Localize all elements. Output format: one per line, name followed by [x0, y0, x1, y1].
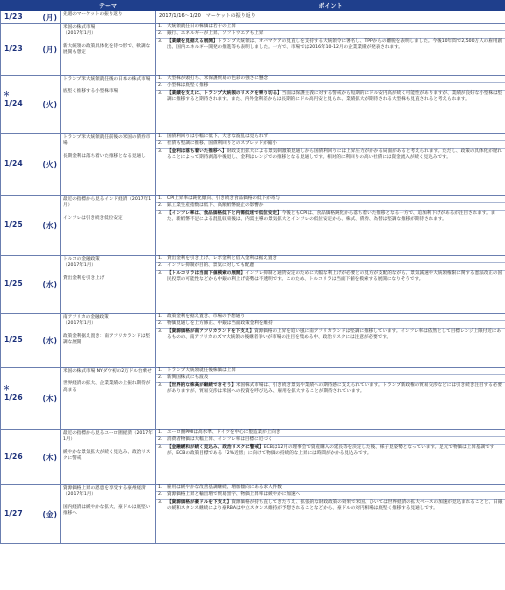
theme-line: 資源価格上昇の恩恵を享受する豪州経済（2017年1月）: [63, 486, 146, 498]
point-text: 財政支出拡大による景気刺激策見通しから国債利回りには上昇圧力がかかる局面があると考えられます。ただし、政策の具体化が遅れることによって期待剥落や後退し、金利はレンジでの推移となる見通しです。相対的に利回りの高い社債には資金流入が続く見込みです。: [167, 148, 502, 161]
row-day: (水): [42, 221, 57, 230]
table-row: [1, 256, 505, 314]
point-item: [156, 91, 505, 104]
point-number: 3.: [158, 499, 163, 505]
header-date: [1, 1, 61, 11]
row-points-cell: [156, 314, 505, 368]
point-item: [156, 39, 505, 52]
row-date: 1/26: [4, 393, 23, 402]
theme-line: トルコの金融政策: [63, 257, 100, 262]
table-row: [1, 24, 505, 76]
row-date-cell: [1, 76, 61, 134]
row-date-cell: [1, 134, 61, 196]
row-points-cell: [156, 134, 505, 196]
point-text: 当面は保護主義に対する警戒から短期的にドル安円高が続く可能性がありますが、業績が良好な小型株は堅調に推移すると期待されます。また、内外金利差からは長期的にドル高円安と見られ、業績拡大が期待される大型株も見直されると考えられます。: [167, 90, 503, 103]
row-date-cell: [1, 24, 61, 76]
row-date: 1/24: [4, 159, 23, 168]
theme-line: 貸出金利を引き上げ: [63, 275, 105, 281]
theme-line: 国内経済は緩やかな拡大、豪ドルは底堅い推移へ: [63, 504, 151, 517]
row-day: (水): [42, 336, 57, 345]
point-number: 1.: [158, 134, 163, 139]
row-theme-cell: [61, 196, 156, 256]
point-text: 米国株式市場は、引き続き景気や業績への期待感に支えられています。トランプ新政権の貿易交渉などには引き続き注目する必要がありますが、貿易交渉は米国への投資を呼び込み、雇用を拡大することが期待されています。: [167, 382, 502, 395]
point-item: [156, 149, 505, 162]
point-number: 2.: [158, 437, 163, 443]
point-text: 鉱工業生産指数は低下、高額紙幣廃止の影響か: [167, 203, 264, 209]
point-number: 1.: [158, 196, 163, 201]
point-text: 大型株が頭打ち、米保護貿易の色彩の強さに懸念: [167, 76, 269, 81]
row-points-cell: [156, 368, 505, 430]
table-row: [1, 314, 505, 368]
point-number: 2.: [158, 141, 163, 147]
point-item: [156, 203, 505, 210]
point-number: 2.: [158, 492, 163, 498]
row-points-cell: [156, 485, 505, 544]
row-date-cell: [1, 314, 61, 368]
point-text: 銀行、エネルギーが上昇、ソフトウエアも上昇: [167, 31, 264, 37]
theme-line: 政策金利据え置き：南アフリカランドは堅調な展開: [63, 333, 151, 346]
point-number: 3.: [158, 210, 163, 216]
theme-line: 長期金利は落ち着いた推移となる見通し: [63, 153, 146, 159]
point-number: 2.: [158, 83, 163, 89]
header-point: ポイント: [156, 1, 505, 11]
point-number: 2.: [158, 31, 163, 37]
point-number: 1.: [158, 430, 163, 435]
row-theme-cell: [61, 76, 156, 134]
table-row: [1, 11, 505, 24]
table-row: [1, 430, 505, 485]
theme-line: 新大統領の政策具体化を待つ形で、軟調な展開も想定: [63, 43, 151, 56]
theme-line: （2017年1月）: [63, 31, 96, 37]
table-header: [1, 1, 505, 11]
row-points-cell: [156, 76, 505, 134]
theme-line: 先週のマーケットの振り返り: [63, 12, 123, 17]
point-number: 3.: [158, 148, 163, 154]
row-points-cell: [156, 256, 505, 314]
theme-line: 緩やかな景気拡大が続く見込み、政治リスクに警戒: [63, 449, 151, 462]
point-text: 資源価格が持ち直してきたうえ、拡張的な財政政策の効果で米国、ひいては世界経済の拡大ペースの加速が見込まれることと、日銀の緩和スタンス継続により豪RBAは中立スタンス維持が予想されることなどから、豪ドルの対円相場は底堅く推移する見通しです。: [167, 499, 503, 512]
point-item: [156, 383, 505, 396]
point-item: [156, 375, 505, 382]
theme-line: 南アフリカの金融政策: [63, 315, 109, 320]
table-row: [1, 196, 505, 256]
point-text: インフレ抑制が目的、景気に対しても配慮: [167, 263, 255, 269]
point-item: [156, 500, 505, 513]
point-text: CPI上昇率は鈍化傾向、引き続き食品価格の低下が寄与: [167, 196, 280, 201]
row-theme-cell: [61, 256, 156, 314]
point-item: [156, 263, 505, 270]
point-heading: 【資源価格が南アフリカランドを下支え】: [167, 328, 255, 334]
point-item: [156, 31, 505, 38]
point-text: 政策金利を据え置き、市場の予想通り: [167, 314, 245, 319]
point-heading: 【資源価格が豪ドルを下支え】: [167, 499, 232, 505]
theme-line: トランプ米大統領就任後の日本の株式市場: [63, 77, 151, 82]
point-heading: 【インフレ率は、食品価格低下と内需低迷で低位安定】: [167, 210, 282, 216]
row-date: 1/23: [4, 44, 23, 53]
row-day: (月): [42, 45, 57, 54]
point-number: 3.: [158, 90, 163, 96]
row-points-cell: [156, 196, 505, 256]
row-day: (火): [42, 100, 57, 109]
table-body: [1, 11, 505, 544]
point-text: 雇用は緩やかな改善基調継続、増加傾向にある求人件数: [167, 485, 282, 490]
row-theme-cell: [61, 24, 156, 76]
theme-line: 世界経済の拡大、企業業績の上振れ期待が高まる: [63, 381, 151, 393]
point-text: 新興国株式にも波及: [167, 375, 209, 381]
point-item: [156, 76, 505, 83]
point-text: 社債も堅調に推移、国債利回りとのスプレッドが縮小: [167, 141, 278, 147]
row-date: 1/27: [4, 508, 23, 518]
point-number: 2.: [158, 263, 163, 269]
row-day: (木): [42, 452, 57, 462]
point-number: 3.: [158, 382, 163, 388]
header-theme: テーマ: [61, 1, 156, 11]
theme-line: インフレは引き続き低位安定: [63, 215, 123, 221]
point-number: 1.: [158, 485, 163, 490]
theme-line: 米国の株式市場 NYダウ初の2万ドル台乗せ: [63, 369, 152, 374]
point-heading: 【金利は落ち着いた推移へ】: [167, 148, 227, 154]
point-item: [156, 437, 505, 444]
point-item: [156, 492, 505, 499]
point-heading: 【業績を支えに、トランプ大統領のリスクを乗り切る】: [167, 90, 282, 96]
row-date: 1/23: [4, 11, 23, 21]
point-text: ユーロ圏PMIは高水準、ドイツを中心に製造業が上向き: [167, 430, 281, 435]
point-text: 物価見通しを上方修正、中銀は当面政策金利を維持: [167, 321, 273, 327]
point-heading: 【トルコリラは当面下値模索の展開】: [167, 270, 246, 276]
row-day: (金): [42, 509, 57, 519]
point-text: 小型株は底堅く推移: [167, 83, 209, 89]
point-text: トランプ大統領は、オバマケアの見直しを支持する大統領令に署名し、TPPからの離脱を表明しました。今後10年間で2,500万人の雇用創出、国内エネルギー開発の推進等も表明しました。一方で、市場では2016年10-12月の企業業績が発表されます。: [167, 38, 503, 51]
row-date: 1/24: [4, 99, 23, 108]
row-date: 1/25: [4, 335, 23, 344]
theme-line: 最近の指標から見るユーロ圏経済（2017年1月）: [63, 431, 153, 443]
row-theme-cell: [61, 485, 156, 544]
theme-line: 最近の指標から見るインド経済（2017年1月）: [63, 197, 152, 209]
row-theme-cell: [61, 314, 156, 368]
theme-line: 米国の株式市場: [63, 25, 96, 30]
theme-line: （2017年1月）: [63, 263, 96, 269]
row-date-cell: [1, 196, 61, 256]
point-number: 2.: [158, 203, 163, 209]
row-points-cell: [156, 430, 505, 485]
point-item: [156, 445, 505, 458]
point-text: 国債利回りは小幅に低下、大きな波乱は見られず: [167, 134, 269, 139]
point-number: 3.: [158, 38, 163, 44]
row-points-cell: [156, 24, 505, 76]
point-number: 3.: [158, 328, 163, 334]
theme-line: 底堅く推移する小型株市場: [63, 89, 119, 95]
points-summary: 2017/1/16～1/20 マーケットの振り返り: [159, 13, 256, 19]
row-theme-cell: [61, 368, 156, 430]
point-heading: 【業績を見据える展開】: [167, 38, 218, 44]
row-date-cell: [1, 430, 61, 485]
point-text: 今後ともCPIは、食品価格鈍化から落ち着いた推移となる一方で、追加利下げがあるが注目されます。また、新紙幣不足による混乱収束後は、内需主導の景気拡大とインフレの低位安定から、株式、債券、為替は堅調な推移が期待されます。: [167, 210, 496, 223]
point-heading: 【世界的な株高が継続できそう】: [167, 382, 236, 388]
row-theme-cell: [61, 134, 156, 196]
table-row: [1, 76, 505, 134]
point-number: 1.: [158, 368, 163, 373]
row-date: 1/26: [4, 451, 23, 461]
point-text: 消費者物価は大幅上昇、インフレ率は目標に近づく: [167, 437, 273, 443]
point-item: [156, 83, 505, 90]
star-icon: ＊: [3, 90, 10, 98]
point-number: 1.: [158, 314, 163, 319]
row-theme-cell: [61, 11, 156, 24]
table-row: [1, 134, 505, 196]
point-number: 1.: [158, 256, 163, 261]
point-item: [156, 368, 505, 375]
point-item: [156, 271, 505, 284]
point-text: 資源価格上昇と輸出増で貿易黒字、物価上昇率は緩やかに加速へ: [167, 492, 301, 498]
table-row: [1, 485, 505, 544]
row-day: (木): [42, 394, 57, 403]
point-text: 貸出金利を引き上げ、レポ金利と借入金利は据え置き: [167, 256, 278, 261]
point-item: [156, 321, 505, 328]
point-text: 資源価格の上昇を追い風に南アフリカランドは堅調に推移しています。インフレ率は依然として目標レンジ上限付近にあるものの、南アフリカのズマ大統領の後継者争いが市場の注目を集める中、政治リスクには注意が必要です。: [167, 328, 502, 341]
point-heading: 【金融緩和が続く見込み、政治リスクに警戒】: [167, 444, 264, 450]
point-text: インフレ抑制と通貨安定のために大幅な利上げが必要との見方が支配的ながら、景気減速や大統領権限に関する憲法改正の国民投票の可能性などから中銀の利上げ姿勢は不透明です。このため、トルコリラは当面下値を模索する展開になりそうです。: [167, 270, 503, 283]
row-day: (水): [42, 280, 57, 289]
theme-line: トランプ米大統領就任前後の米国の債券市場: [63, 135, 151, 147]
row-date: 1/25: [4, 279, 23, 288]
point-item: [156, 141, 505, 148]
point-number: 3.: [158, 270, 163, 276]
row-date-cell: [1, 485, 61, 544]
point-text: 大統領就任日の株価は若干の上昇: [167, 24, 236, 29]
point-number: 3.: [158, 444, 163, 450]
star-icon: ＊: [3, 384, 10, 392]
row-points-cell: [156, 11, 505, 24]
point-item: [156, 211, 505, 224]
theme-line: （2017年1月）: [63, 321, 96, 327]
point-item: [156, 329, 505, 342]
point-number: 2.: [158, 375, 163, 381]
row-theme-cell: [61, 430, 156, 485]
point-text: ECBは12月の理事会で資産購入の延長等を決定した後、様子見姿勢となっています。足元で物価は上昇基調ですが、ECBの政策目標である「2%近傍」に向けて物価の持続的な上昇には時間がかかる見込みです。: [167, 444, 495, 457]
row-date-cell: [1, 11, 61, 24]
table-row: [1, 368, 505, 430]
row-day: (火): [42, 160, 57, 169]
row-date: 1/25: [4, 220, 23, 229]
point-number: 1.: [158, 24, 163, 29]
row-date-cell: [1, 368, 61, 430]
point-text: トランプ大統領就任後株価は上昇: [167, 368, 236, 373]
row-day: (月): [42, 12, 57, 22]
point-number: 2.: [158, 321, 163, 327]
point-number: 1.: [158, 76, 163, 81]
row-date-cell: [1, 256, 61, 314]
